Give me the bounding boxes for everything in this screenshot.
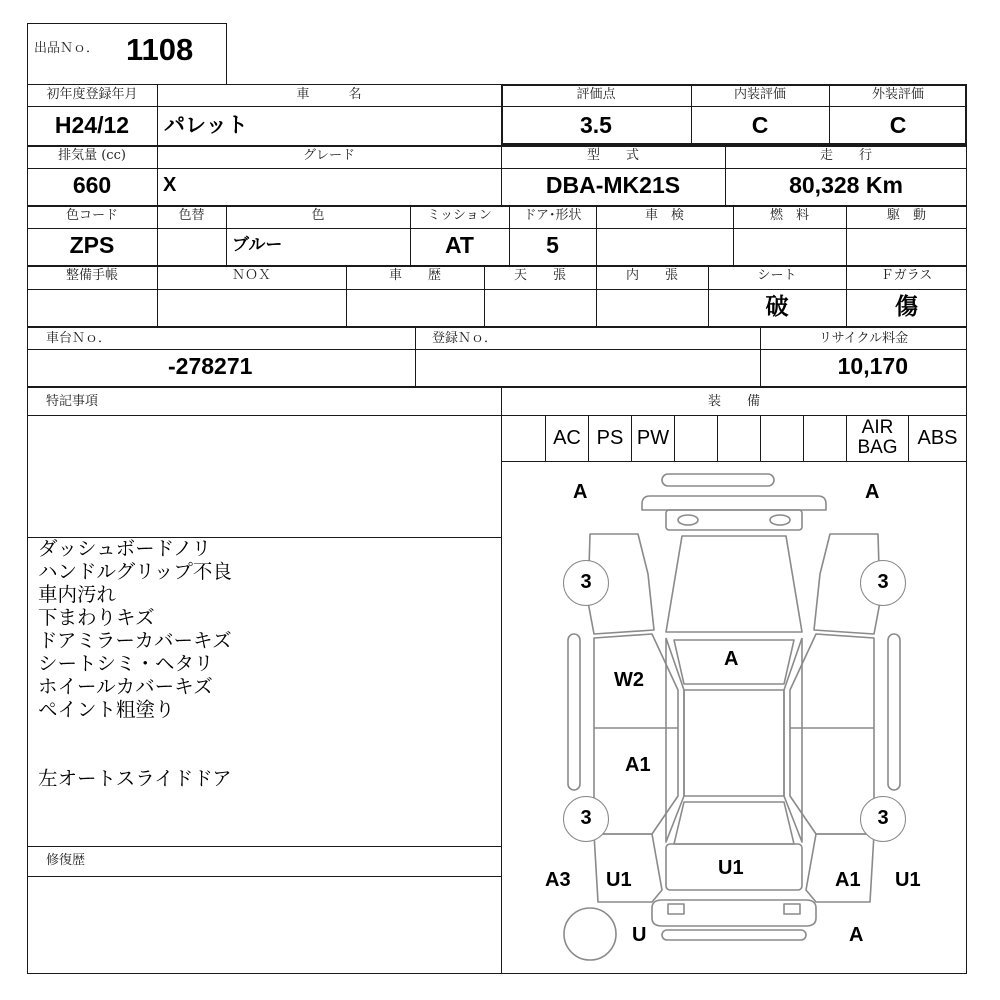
score-value: 3.5 — [580, 112, 612, 138]
mileage-label: 走 行 — [819, 148, 872, 163]
equipment-cell — [718, 416, 760, 460]
equipment-cell — [675, 416, 717, 460]
nox-label: ＮＯＸ — [231, 268, 271, 283]
displacement-value: 660 — [72, 172, 112, 198]
equipment-cell — [502, 416, 545, 460]
rear-right-grade-u1: U1 — [895, 869, 921, 891]
special-note — [38, 744, 232, 767]
rear-left-grade-a3: A3 — [545, 869, 571, 891]
front-glass-value: 傷 — [895, 293, 918, 320]
equipment-pw: PW — [636, 427, 670, 449]
inspection-value — [596, 228, 733, 262]
mileage-value: 80,328 Km — [789, 172, 903, 198]
rear-bumper-right-grade: A — [849, 924, 864, 946]
special-note: 下まわりキズ — [38, 606, 155, 629]
inner-lining-value — [596, 290, 708, 324]
inspection-label: 車 検 — [644, 208, 684, 223]
front-right-grade: A — [865, 481, 880, 503]
first-registration-value: H24/12 — [54, 112, 130, 138]
back-door-grade: U1 — [718, 857, 744, 879]
color-value: ブルー — [232, 235, 283, 255]
special-notes-label: 特記事項 — [46, 394, 99, 409]
color-code-value: ZPS — [69, 232, 115, 258]
exterior-value: C — [889, 112, 907, 138]
car-name-value: パレット — [164, 113, 248, 137]
repair-history-label: 修復歴 — [46, 853, 86, 868]
door-value: 5 — [546, 232, 559, 258]
registration-label: 登録Ｎｏ． — [432, 331, 498, 346]
inner-lining-label: 内 張 — [625, 268, 678, 283]
score-label: 評価点 — [576, 87, 616, 102]
grade-label: グレード — [302, 148, 355, 163]
chassis-value: -278271 — [168, 353, 253, 379]
lot-number-label: 出品Ｎｏ． — [34, 41, 100, 56]
equipment-abs: ABS — [917, 427, 958, 449]
nox-value — [157, 290, 346, 324]
door-label: ドア･形状 — [523, 208, 582, 223]
special-note: 車内汚れ — [38, 583, 117, 606]
equipment-airbag — [847, 416, 908, 462]
special-note: シートシミ・ヘタリ — [38, 652, 214, 675]
special-note: ホイールカバーキズ — [38, 675, 213, 698]
displacement-label: 排気量 (cc) — [58, 148, 126, 163]
rear-right-grade-a1: A1 — [835, 869, 861, 891]
mission-value: AT — [445, 232, 474, 258]
drive-label: 駆 動 — [886, 208, 926, 223]
tire-front-left: 3 — [563, 560, 609, 606]
special-note — [38, 721, 232, 744]
tire-rear-left: 3 — [563, 796, 609, 842]
equipment-ps: PS — [596, 427, 624, 449]
seat-value: 破 — [765, 293, 789, 320]
ceiling-value — [484, 290, 596, 324]
special-note: ダッシュボードノリ — [38, 537, 212, 560]
front-glass-label: Ｆガラス — [880, 268, 933, 283]
special-note: ドアミラーカバーキズ — [38, 629, 232, 652]
fuel-label: 燃 料 — [769, 208, 809, 223]
front-left-grade: A — [573, 481, 588, 503]
color-change-label: 色替 — [178, 208, 205, 223]
model-label: 型 式 — [586, 148, 639, 163]
chassis-label: 車台Ｎｏ． — [46, 331, 112, 346]
fuel-value — [733, 228, 846, 262]
special-note: ペイント粗塗り — [38, 698, 175, 721]
history-label: 車 歴 — [388, 268, 441, 283]
tire-rear-right: 3 — [860, 796, 906, 842]
roof-grade: A — [724, 648, 739, 670]
seat-label: シート — [757, 268, 797, 283]
interior-label: 内装評価 — [733, 87, 786, 102]
color-label: 色 — [311, 208, 325, 223]
tire-front-right: 3 — [860, 560, 906, 606]
lot-number: 1108 — [126, 32, 194, 67]
recycle-label: リサイクル料金 — [818, 331, 909, 346]
ceiling-label: 天 張 — [513, 268, 566, 283]
color-code-label: 色コード — [65, 208, 118, 223]
equipment-cell — [804, 416, 846, 460]
special-notes-list — [38, 537, 232, 790]
left-front-door-grade: W2 — [614, 669, 644, 691]
equipment-ac: AC — [553, 427, 581, 449]
car-name-label: 車 名 — [296, 87, 362, 102]
equipment-airbag-text: AIR BAG — [857, 417, 898, 458]
maintenance-label: 整備手帳 — [65, 268, 118, 283]
maintenance-value — [27, 290, 157, 324]
model-value: DBA-MK21S — [545, 172, 681, 198]
color-change-value — [157, 228, 226, 262]
history-value — [346, 290, 484, 324]
car-diagram — [502, 462, 966, 973]
grade-value: X — [163, 174, 177, 196]
equipment-cell — [761, 416, 803, 460]
interior-value: C — [751, 112, 769, 138]
special-note: 左オートスライドドア — [38, 767, 232, 790]
recycle-value: 10,170 — [837, 353, 908, 379]
drive-value — [846, 228, 967, 262]
special-note: ハンドルグリップ不良 — [38, 560, 232, 583]
rear-left-grade-u1: U1 — [606, 869, 632, 891]
rear-bumper-left-grade: U — [632, 924, 647, 946]
exterior-label: 外装評価 — [871, 87, 924, 102]
equipment-label: 装 備 — [707, 394, 760, 409]
left-slide-door-grade: A1 — [625, 754, 651, 776]
mission-label: ミッション — [427, 208, 492, 223]
first-registration-label: 初年度登録年月 — [46, 87, 138, 102]
